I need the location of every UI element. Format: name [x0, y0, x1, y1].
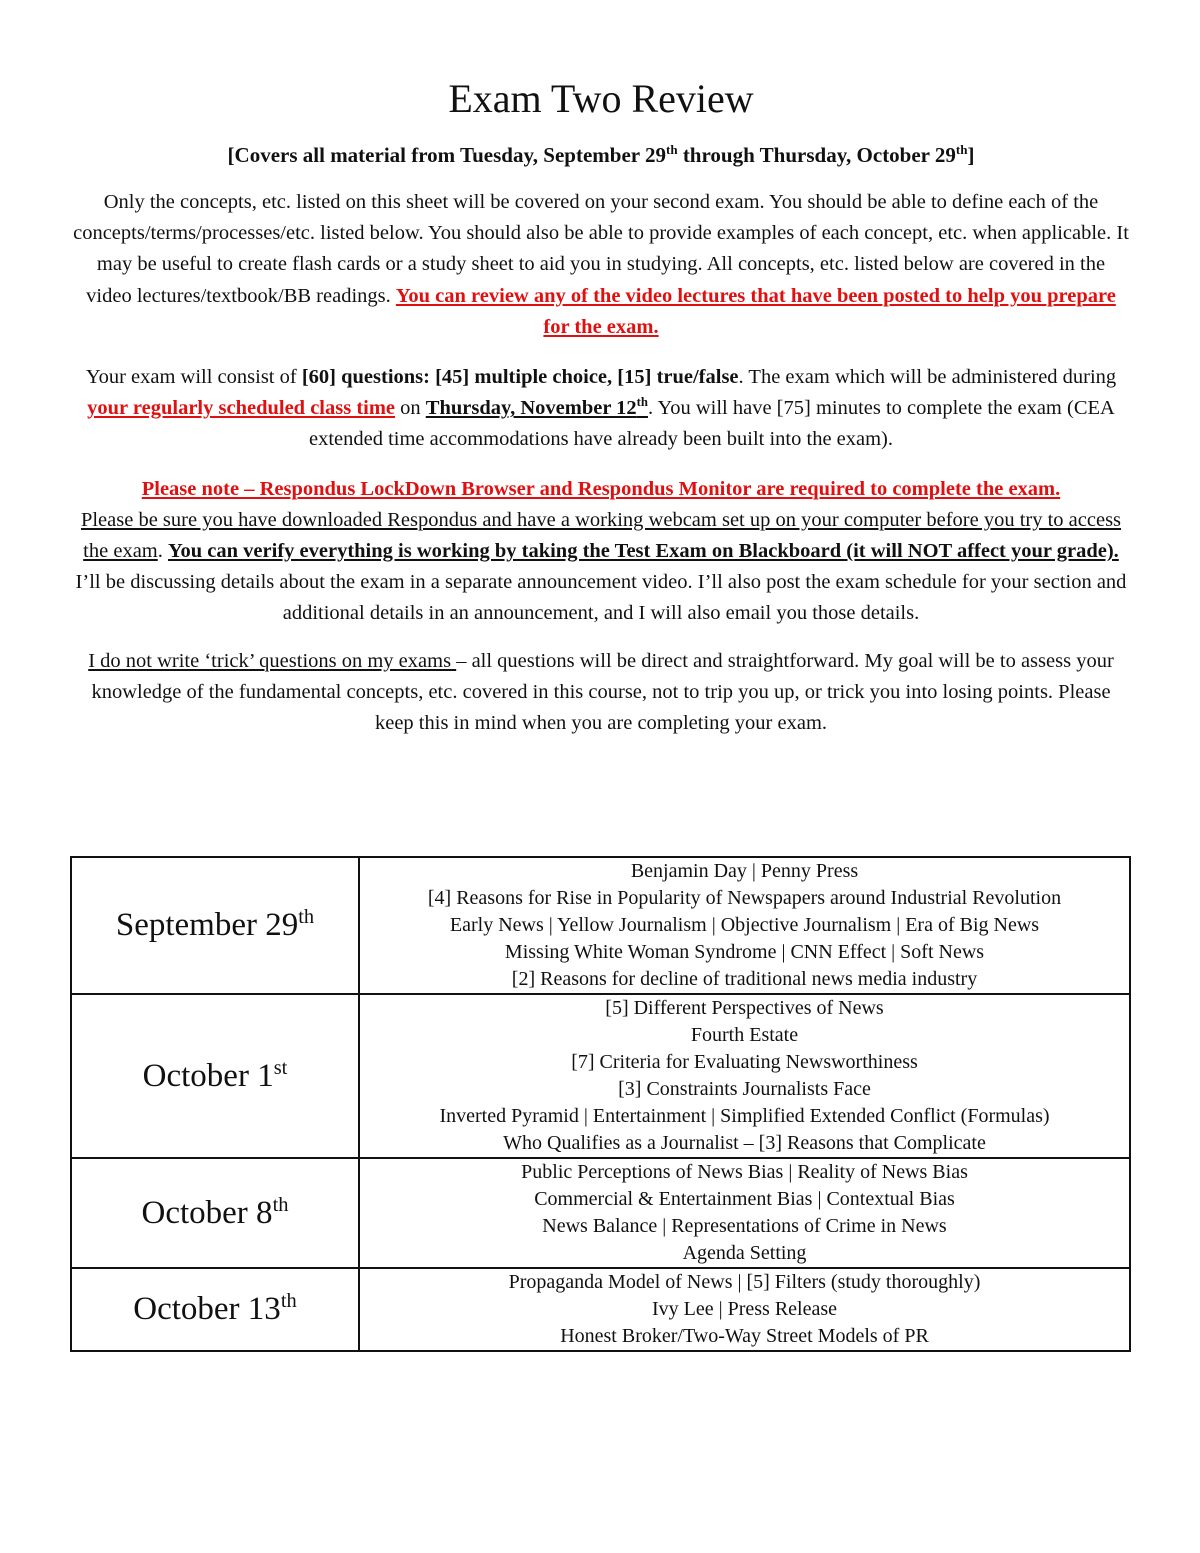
table-row [71, 1158, 1130, 1268]
review-lectures-note: You can review any of the video lectures that have been posted to help you prepare for the exam. [395, 284, 1116, 338]
topics-cell [359, 1158, 1130, 1268]
respondus-text-1: . [157, 540, 168, 563]
table-row [71, 1268, 1130, 1351]
topic-item: [7] Criteria for Evaluating Newsworthiness [571, 1051, 918, 1073]
table-row [71, 994, 1130, 1158]
trick-questions-paragraph [72, 646, 1130, 740]
date-sup: st [273, 1056, 288, 1079]
topic-item: [5] Different Perspectives of News [605, 997, 884, 1019]
topic-item: Honest Broker/Two-Way Street Models of PR [560, 1325, 929, 1347]
table-row [71, 857, 1130, 994]
topics-schedule-table [70, 856, 1131, 1352]
topics-cell [359, 857, 1130, 994]
intro-paragraph [72, 187, 1130, 343]
no-trick-questions-note: I do not write ‘trick’ questions on my exams [88, 649, 457, 672]
date-cell [71, 1158, 359, 1268]
respondus-paragraph [72, 474, 1130, 630]
exam-format-text-5: on [395, 397, 426, 420]
topic-item: Public Perceptions of News Bias | Reality of News Bias [521, 1161, 968, 1183]
exam-date [426, 397, 648, 419]
topic-item: News Balance | Representations of Crime in News [542, 1215, 947, 1237]
topic-item: Benjamin Day | Penny Press [630, 860, 859, 882]
covers-sup-1: th [665, 142, 678, 157]
coverage-range [72, 142, 1130, 168]
date-cell [71, 857, 359, 994]
topic-item: Who Qualifies as a Journalist – [3] Reasons that Complicate [503, 1132, 986, 1154]
covers-close: ] [967, 143, 975, 167]
page-title: Exam Two Review [448, 76, 754, 121]
covers-open: [Covers all material from Tuesday, September 29 [227, 143, 666, 167]
topic-item: [2] Reasons for decline of traditional news media industry [511, 968, 978, 990]
topic-item: Fourth Estate [690, 1024, 799, 1046]
exam-format-text-6: . You will have [75] minutes to complete the exam (CEA extended time accommodations have already been built into the exam). [308, 397, 1115, 451]
topic-item: Missing White Woman Syndrome | CNN Effect | Soft News [504, 941, 985, 963]
topic-item: Propaganda Model of News | [5] Filters (study thoroughly) [508, 1271, 981, 1293]
covers-sup-2: th [955, 142, 968, 157]
test-exam-note: You can verify everything is working by taking the Test Exam on Blackboard (it will NOT affect your grade). [168, 540, 1119, 563]
date-text: October 1 [142, 1057, 274, 1094]
topic-item: Commercial & Entertainment Bias | Contextual Bias [534, 1188, 955, 1210]
question-breakdown: questions: [45] multiple choice, [15] [341, 366, 652, 389]
topic-item: Ivy Lee | Press Release [651, 1298, 838, 1320]
date-cell [71, 994, 359, 1158]
document-page [72, 0, 1130, 739]
date-text: October 13 [133, 1291, 281, 1327]
exam-date-text: Thursday, November 12 [425, 397, 637, 420]
class-time-note: your regularly scheduled class time [87, 397, 396, 420]
respondus-text-2: I’ll be discussing details about the exam in a separate announcement video. I’ll also post the exam schedule for your section and additional details in an announcement, and I will also email you those details. [75, 571, 1127, 625]
topics-cell [359, 1268, 1130, 1351]
date-cell [71, 1268, 359, 1351]
respondus-required-note: Please note – Respondus LockDown Browser and Respondus Monitor are required to complete the exam. [141, 477, 1061, 500]
exam-date-sup: th [636, 395, 648, 410]
trick-questions-text: – all questions will be direct and straightforward. My goal will be to assess your knowledge of the fundamental concepts, etc. covered in this course, not to trip you up, or trick you into losing points. Please keep this in mind when you are completing your exam. [91, 649, 1114, 735]
respondus-setup-note: Please be sure you have downloaded Respondus and have a working webcam set up on your computer before you try to access the exam [80, 508, 1122, 563]
topic-item: [4] Reasons for Rise in Popularity of Newspapers around Industrial Revolution [427, 887, 1062, 909]
true-false-label: true/false [656, 366, 739, 389]
exam-format-text-1: Your exam will consist of [85, 366, 302, 389]
date-sup: th [272, 1193, 289, 1216]
topics-cell [359, 994, 1130, 1158]
topic-item: Early News | Yellow Journalism | Objective Journalism | Era of Big News [449, 914, 1040, 936]
intro-text: Only the concepts, etc. listed on this sheet will be covered on your second exam. You should be able to define each of the concepts/terms/processes/etc. listed below. You should also be able to provide examples of each concept, etc. when applicable. It may be useful to create flash cards or a study sheet to aid you in studying. All concepts, etc. listed below are covered in the video lectures/textbook/BB readings. [73, 191, 1129, 307]
date-text: October 8 [141, 1194, 273, 1231]
exam-format-paragraph [72, 362, 1130, 456]
date-sup: th [298, 906, 315, 928]
exam-format-text-4: . The exam which will be administered during [738, 366, 1117, 389]
date-text: September 29 [115, 907, 299, 943]
topic-item: Agenda Setting [682, 1242, 807, 1264]
topic-item: [3] Constraints Journalists Face [618, 1078, 871, 1100]
topic-item: Inverted Pyramid | Entertainment | Simplified Extended Conflict (Formulas) [439, 1105, 1050, 1127]
covers-mid: through Thursday, October 29 [677, 143, 956, 167]
question-count: [60] [301, 366, 336, 389]
date-sup: th [280, 1290, 297, 1312]
